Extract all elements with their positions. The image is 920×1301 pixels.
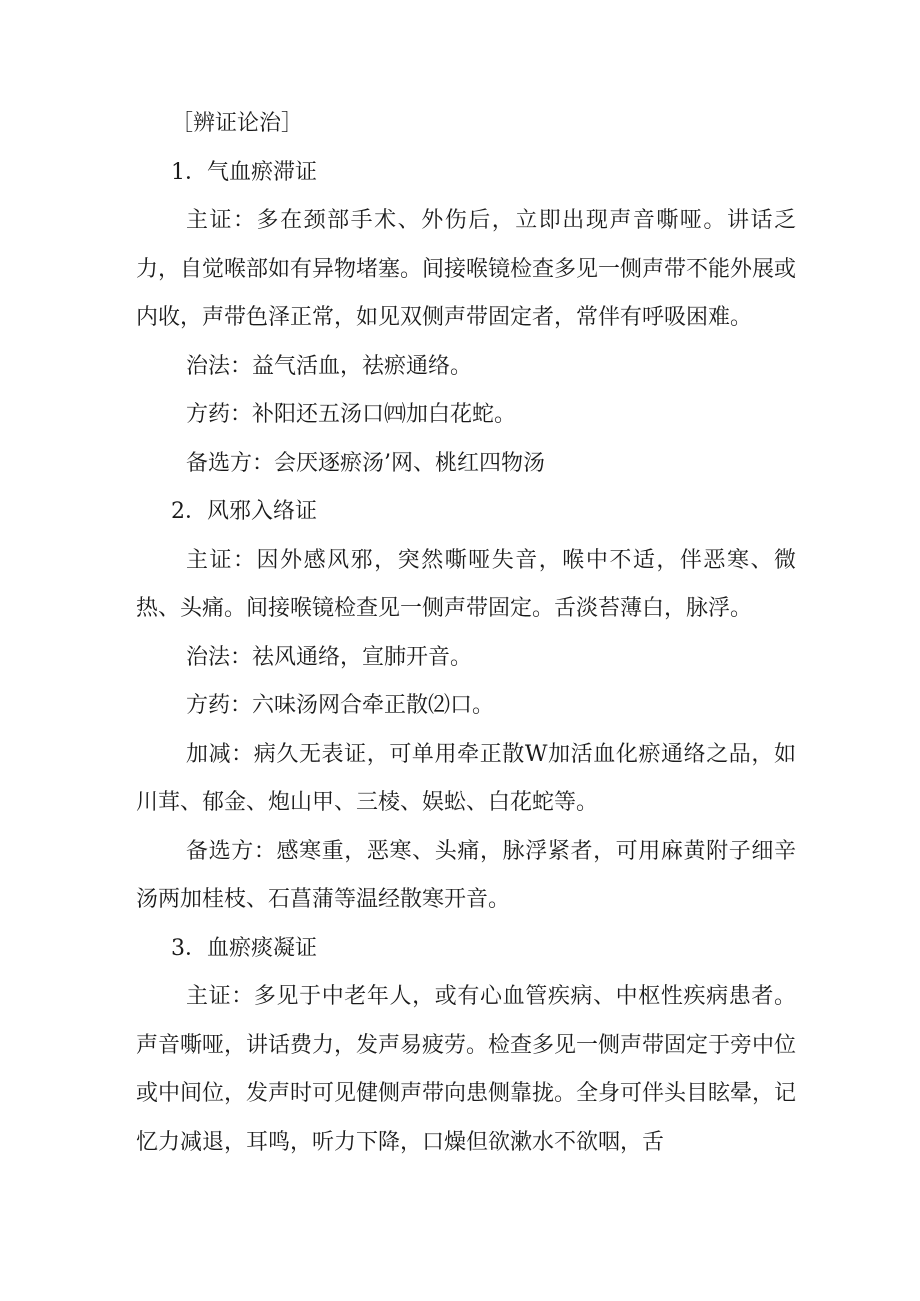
prescription-paragraph-2: 方药：六味汤网合牵正散⑵口。 — [186, 693, 495, 718]
syndrome-heading-1: 1．气血瘀滞证 — [171, 159, 317, 185]
syndrome-heading-2: 2．风邪入络证 — [171, 499, 317, 524]
treatment-paragraph-2: 治法：祛风通络，宣肺开音。 — [186, 644, 473, 670]
prescription-paragraph-1: 方药：补阳还五汤口㈣加白花蛇。 — [186, 402, 517, 427]
syndrome-heading-3: 3．血瘀痰凝证 — [171, 935, 317, 961]
alternative-paragraph-1: 备选方：会厌逐瘀汤’网、桃红四物汤 — [186, 450, 545, 476]
treatment-paragraph-1: 治法：益气活血，祛瘀通络。 — [186, 353, 473, 379]
symptoms-paragraph-1: 主证：多在颈部手术、外伤后，立即出现声音嘶哑。讲话乏力，自觉喉部如有异物堵塞。间接喉镜检查多见一侧声带不能外展或内收，声带色泽正常，如见双侧声带固定者，常伴有呼吸困难。 — [136, 208, 797, 330]
alternative-paragraph-2: 备选方：感寒重，恶寒、头痛，脉浮紧者，可用麻黄附子细辛汤两加桂枝、石菖蒲等温经散寒开音。 — [136, 838, 796, 912]
document-body — [136, 100, 796, 1167]
modification-paragraph-2: 加减：病久无表证，可单用牵正散W加活血化瘀通络之品，如川茸、郁金、炮山甲、三棱、娱蚣、白花蛇等。 — [136, 741, 796, 815]
section-title: ［辨证论治］ — [171, 111, 304, 136]
symptoms-paragraph-3: 主证：多见于中老年人，或有心血管疾病、中枢性疾病患者。声音嘶哑，讲话费力，发声易疲劳。检查多见一侧声带固定于旁中位或中间位，发声时可见健侧声带向患侧靠拢。全身可伴头目眩晕，记忆力减退，耳鸣，听力下降，口燥但欲漱水不欲咽，舌 — [136, 984, 797, 1155]
symptoms-paragraph-2: 主证：因外感风邪，突然嘶哑失音，喉中不适，伴恶寒、微热、头痛。间接喉镜检查见一侧声带固定。舌淡苔薄白，脉浮。 — [136, 547, 796, 621]
